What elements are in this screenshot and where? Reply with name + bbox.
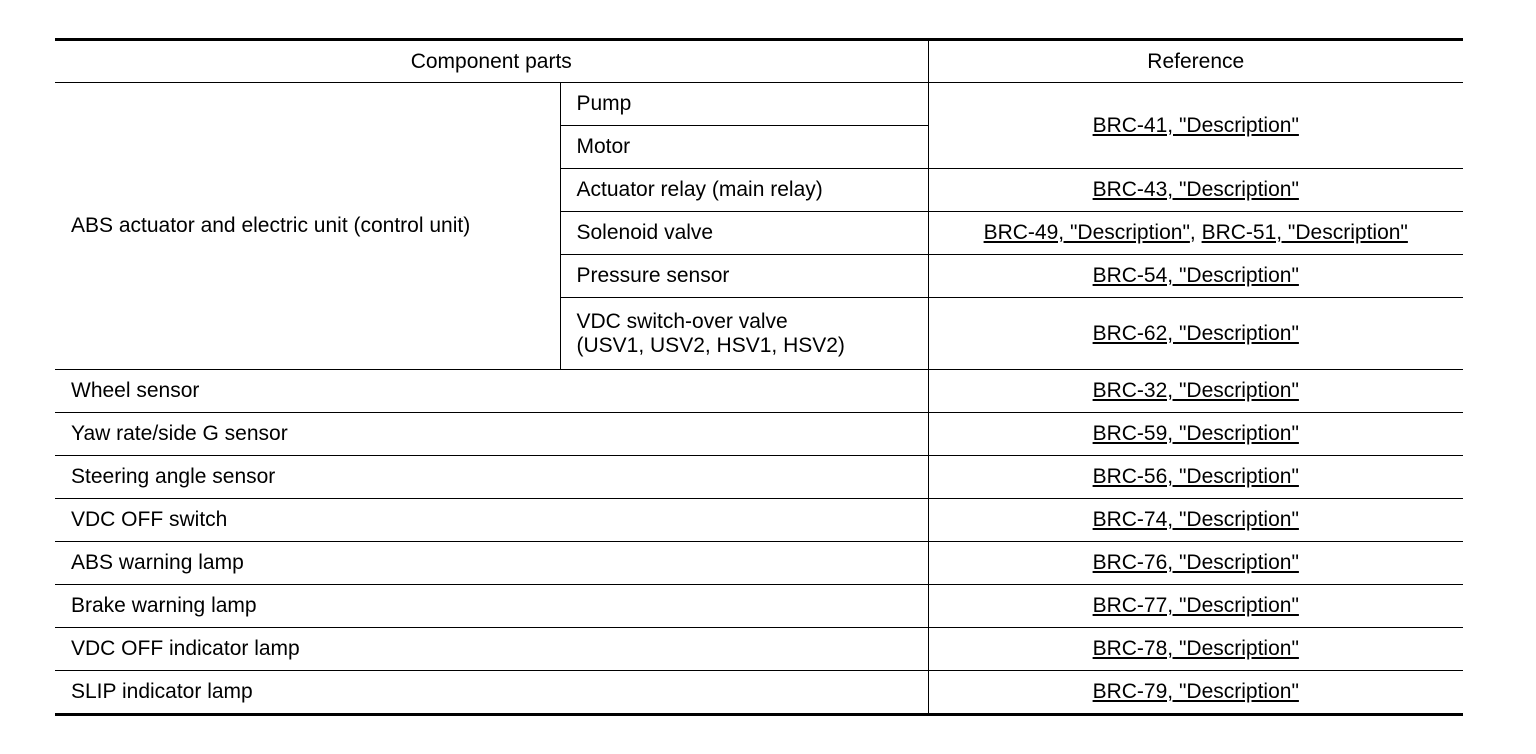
table-header-row: [55, 40, 1463, 83]
ref-separator: ,: [1189, 221, 1202, 244]
subpart-pressure-sensor: Pressure sensor: [560, 255, 928, 298]
table-row: [55, 83, 1463, 126]
ref-link[interactable]: BRC-76, "Description": [1092, 551, 1299, 574]
header-reference: Reference: [928, 40, 1463, 83]
ref-cell: [928, 456, 1463, 499]
part-name: ABS warning lamp: [55, 542, 928, 585]
part-name: Yaw rate/side G sensor: [55, 413, 928, 456]
table-row: [55, 585, 1463, 628]
ref-link[interactable]: BRC-77, "Description": [1092, 594, 1299, 617]
ref-link[interactable]: BRC-56, "Description": [1092, 465, 1299, 488]
ref-cell: [928, 628, 1463, 671]
ref-cell: [928, 169, 1463, 212]
header-component-parts: Component parts: [55, 40, 928, 83]
subpart-actuator-relay: Actuator relay (main relay): [560, 169, 928, 212]
ref-link-solenoid-1[interactable]: BRC-49, "Description": [983, 221, 1190, 244]
ref-link[interactable]: BRC-59, "Description": [1092, 422, 1299, 445]
ref-cell: [928, 212, 1463, 255]
subpart-pump: Pump: [560, 83, 928, 126]
part-name: Steering angle sensor: [55, 456, 928, 499]
ref-cell: [928, 671, 1463, 715]
ref-link[interactable]: BRC-78, "Description": [1092, 637, 1299, 660]
subpart-vdc-switch-over-valve: [560, 298, 928, 370]
ref-link-pump-motor[interactable]: BRC-41, "Description": [1092, 113, 1299, 137]
component-reference-table: [55, 38, 1463, 716]
part-name: Wheel sensor: [55, 370, 928, 413]
part-name: SLIP indicator lamp: [55, 671, 928, 715]
subpart-solenoid-valve: Solenoid valve: [560, 212, 928, 255]
ref-link-solenoid-2[interactable]: BRC-51, "Description": [1201, 221, 1408, 244]
ref-cell: [928, 585, 1463, 628]
ref-link[interactable]: BRC-79, "Description": [1092, 680, 1299, 703]
table-row: [55, 370, 1463, 413]
ref-link[interactable]: BRC-32, "Description": [1092, 379, 1299, 402]
ref-link[interactable]: BRC-74, "Description": [1092, 508, 1299, 531]
ref-link-pressure-sensor[interactable]: BRC-54, "Description": [1092, 264, 1299, 287]
ref-cell: [928, 83, 1463, 169]
table-row: [55, 499, 1463, 542]
table-row: [55, 628, 1463, 671]
part-name: Brake warning lamp: [55, 585, 928, 628]
subpart-motor: Motor: [560, 126, 928, 169]
table-row: [55, 456, 1463, 499]
ref-link-vdc-valve[interactable]: BRC-62, "Description": [1092, 321, 1299, 345]
ref-cell: [928, 499, 1463, 542]
ref-link-actuator-relay[interactable]: BRC-43, "Description": [1092, 178, 1299, 201]
table-row: [55, 542, 1463, 585]
vdc-valve-line-1: VDC switch-over valve: [576, 309, 788, 333]
table-row: [55, 671, 1463, 715]
ref-cell: [928, 298, 1463, 370]
part-name: VDC OFF indicator lamp: [55, 628, 928, 671]
table-row: [55, 413, 1463, 456]
abs-unit-label: ABS actuator and electric unit (control unit): [55, 83, 560, 370]
ref-cell: [928, 370, 1463, 413]
vdc-valve-line-2: (USV1, USV2, HSV1, HSV2): [576, 333, 845, 357]
part-name: VDC OFF switch: [55, 499, 928, 542]
ref-cell: [928, 542, 1463, 585]
ref-cell: [928, 255, 1463, 298]
ref-cell: [928, 413, 1463, 456]
